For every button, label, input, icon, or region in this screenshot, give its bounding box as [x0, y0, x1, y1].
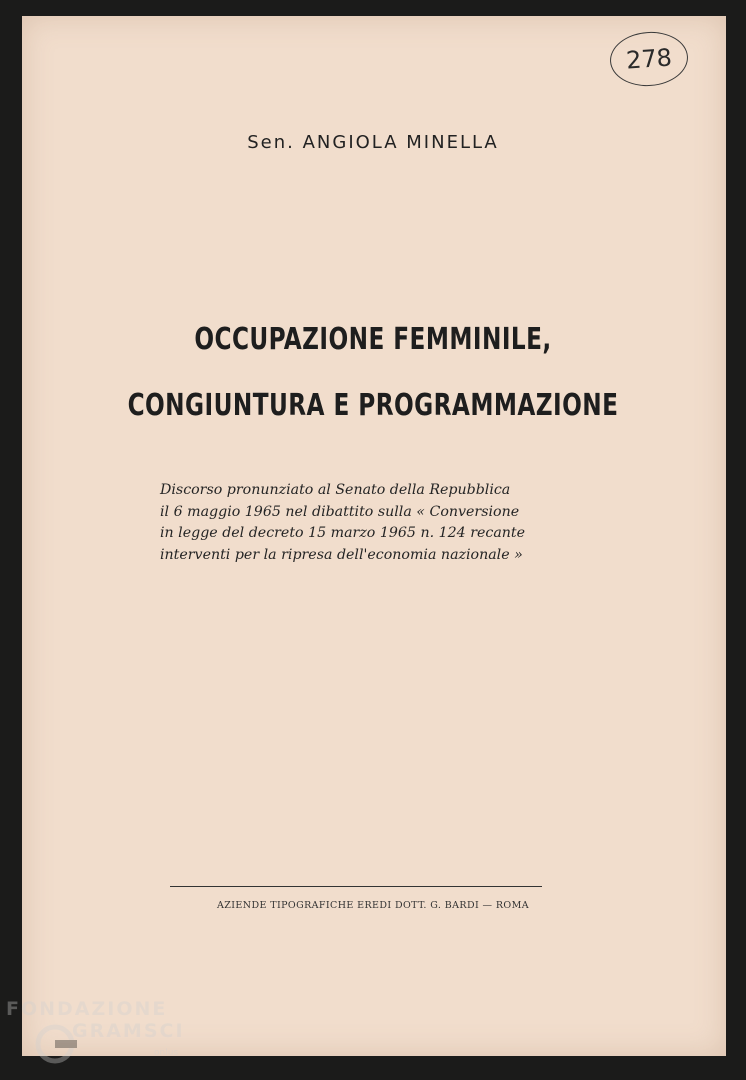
subtitle-line: in legge del decreto 15 marzo 1965 n. 124 recante: [160, 525, 526, 541]
printer-imprint: AZIENDE TIPOGRAFICHE EREDI DOTT. G. BARDI — ROMA: [217, 900, 529, 911]
catalog-number-text: 278: [625, 43, 673, 75]
subtitle-block: [160, 480, 590, 566]
subtitle-line: interventi per la ripresa dell'economia nazionale »: [160, 546, 523, 563]
watermark-suffix: onlus: [154, 1048, 179, 1058]
watermark-line-2: GRAMSCI: [72, 1020, 185, 1042]
subtitle-line: Discorso pronunziato al Senato della Repubblica: [160, 482, 511, 498]
title-line-2: CONGIUNTURA E PROGRAMMAZIONE: [127, 388, 619, 423]
author-name: Sen. ANGIOLA MINELLA: [247, 132, 499, 153]
watermark-line-1: FONDAZIONE: [6, 998, 168, 1020]
divider-rule: [170, 886, 542, 887]
watermark: [6, 996, 186, 1066]
subtitle-line: il 6 maggio 1965 nel dibattito sulla « Conversione: [160, 503, 520, 520]
title-line-1: OCCUPAZIONE FEMMINILE,: [194, 322, 552, 357]
